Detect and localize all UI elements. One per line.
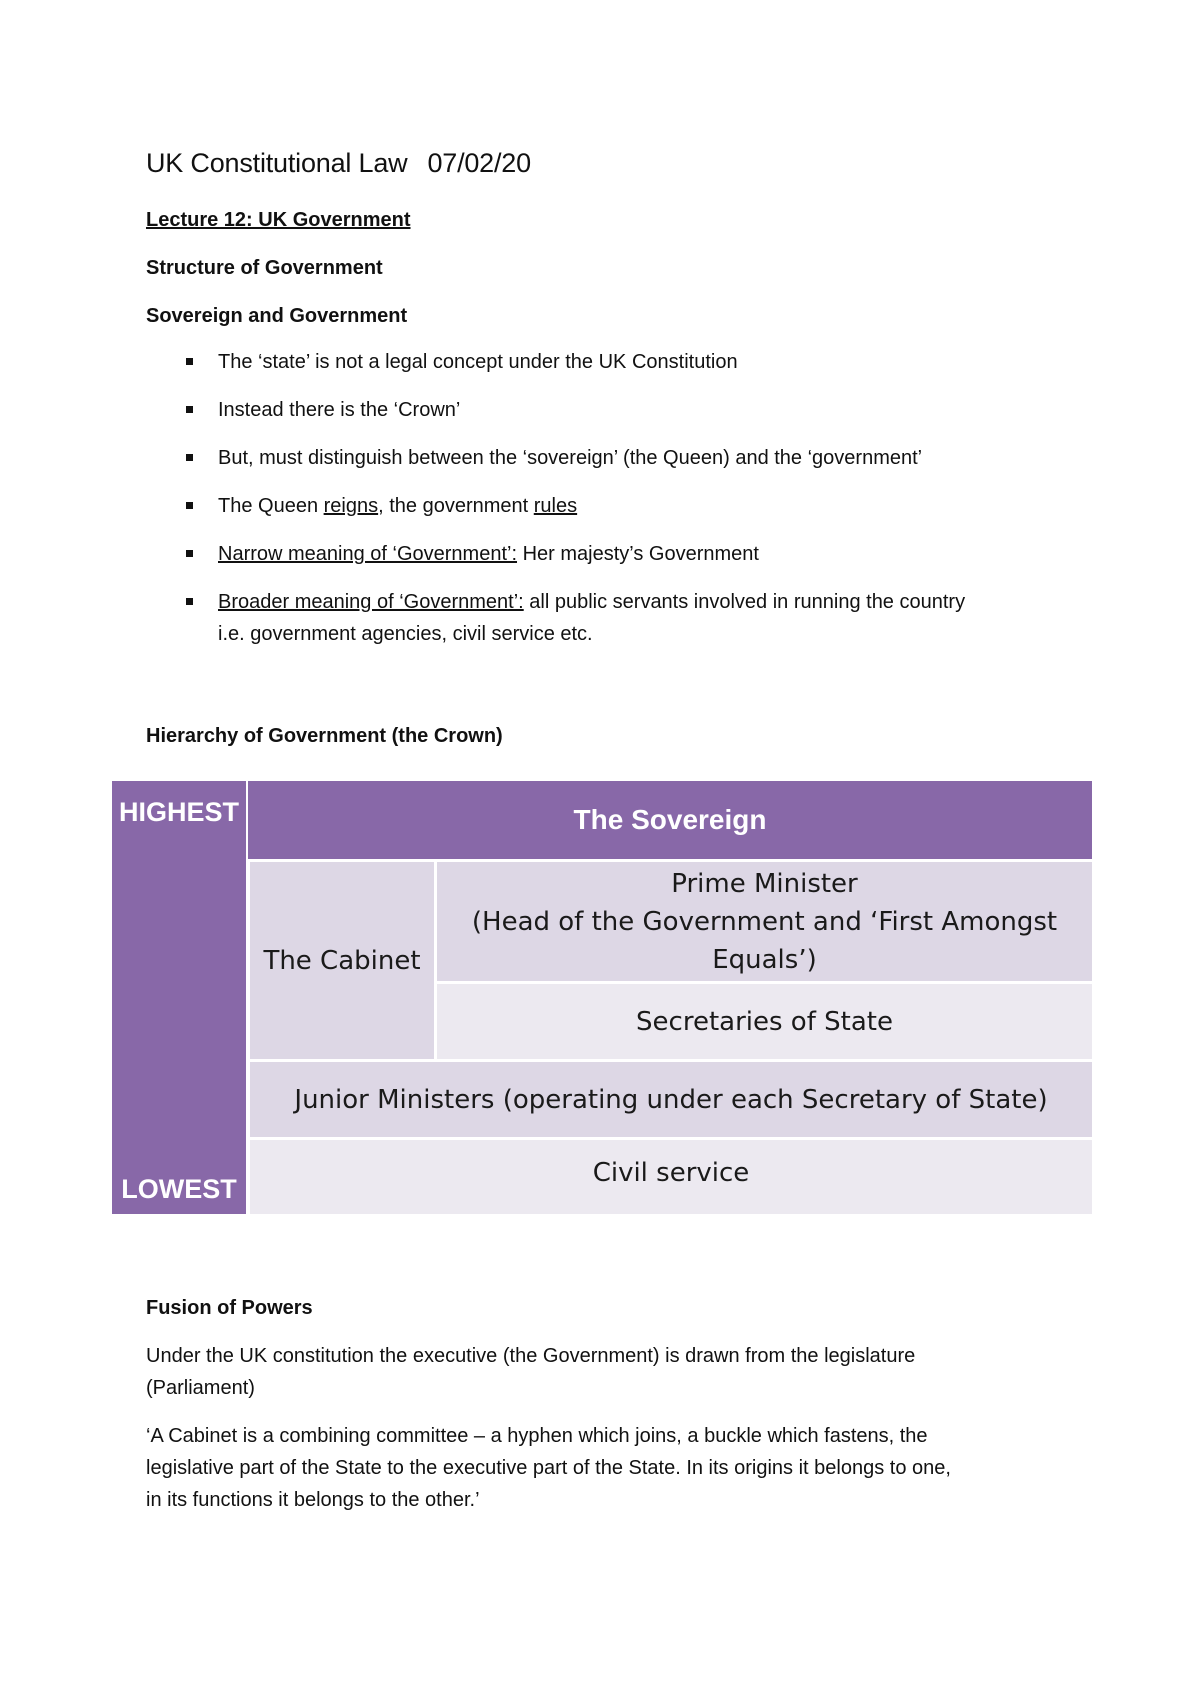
reigns-word: reigns xyxy=(323,495,379,517)
bullet-text-continuation: i.e. government agencies, civil service etc. xyxy=(218,623,593,645)
bullet-text: The Queen xyxy=(218,495,324,517)
square-bullet-icon xyxy=(186,502,193,509)
bullet-text: Her majesty’s Government xyxy=(517,543,759,565)
secretaries-cell: Secretaries of State xyxy=(437,984,1092,1059)
prime-minister-cell xyxy=(437,862,1092,981)
highest-label: HIGHEST xyxy=(118,797,239,827)
pm-line: Prime Minister xyxy=(671,868,858,899)
rules-word: rules xyxy=(533,495,578,517)
bullet-text: all public servants involved in running the country xyxy=(523,591,966,613)
sovereign-heading: Sovereign and Government xyxy=(146,305,408,327)
paragraph-line: (Parliament) xyxy=(146,1377,255,1399)
pm-line: Equals’) xyxy=(712,944,817,975)
square-bullet-icon xyxy=(186,358,193,365)
quote-line: legislative part of the State to the executive part of the State. In its origins it belongs to one, xyxy=(146,1457,951,1479)
pm-line: (Head of the Government and ‘First Amongst xyxy=(471,906,1058,937)
bullet-list xyxy=(146,346,1076,666)
broader-meaning-label: Broader meaning of ‘Government’: xyxy=(218,591,524,613)
quote-line: ‘A Cabinet is a combining committee – a hyphen which joins, a buckle which fastens, the xyxy=(146,1425,928,1447)
structure-heading: Structure of Government xyxy=(146,257,383,279)
list-item xyxy=(146,538,1076,570)
rank-column xyxy=(112,781,246,1214)
list-item xyxy=(146,490,1076,522)
square-bullet-icon xyxy=(186,598,193,605)
list-item xyxy=(146,346,1076,378)
square-bullet-icon xyxy=(186,454,193,461)
lecture-heading: Lecture 12: UK Government xyxy=(146,209,411,231)
hierarchy-heading: Hierarchy of Government (the Crown) xyxy=(146,725,503,747)
fusion-quote xyxy=(146,1420,951,1516)
bullet-text: Instead there is the ‘Crown’ xyxy=(218,399,461,421)
fusion-heading: Fusion of Powers xyxy=(146,1297,313,1319)
title-date: 07/02/20 xyxy=(427,148,531,178)
list-item xyxy=(146,442,1076,474)
bullet-text: The ‘state’ is not a legal concept under the UK Constitution xyxy=(218,351,738,373)
bullet-text: But, must distinguish between the ‘sovereign’ (the Queen) and the ‘government’ xyxy=(218,447,923,469)
junior-ministers-cell: Junior Ministers (operating under each Secretary of State) xyxy=(250,1062,1092,1137)
square-bullet-icon xyxy=(186,406,193,413)
document-title xyxy=(146,148,531,179)
hierarchy-table xyxy=(112,781,1092,1214)
lowest-label: LOWEST xyxy=(121,1174,237,1204)
civil-service-cell: Civil service xyxy=(250,1140,1092,1214)
paragraph-line: Under the UK constitution the executive (the Government) is drawn from the legislature xyxy=(146,1345,916,1367)
bullet-text: , the government xyxy=(378,495,534,517)
sovereign-cell: The Sovereign xyxy=(248,781,1092,859)
list-item xyxy=(146,586,1076,650)
fusion-paragraph-1 xyxy=(146,1340,915,1404)
title-text: UK Constitutional Law xyxy=(146,148,408,178)
narrow-meaning-label: Narrow meaning of ‘Government’: xyxy=(218,543,518,565)
square-bullet-icon xyxy=(186,550,193,557)
list-item xyxy=(146,394,1076,426)
cabinet-cell: The Cabinet xyxy=(250,862,434,1059)
quote-line: in its functions it belongs to the other.’ xyxy=(146,1489,480,1511)
